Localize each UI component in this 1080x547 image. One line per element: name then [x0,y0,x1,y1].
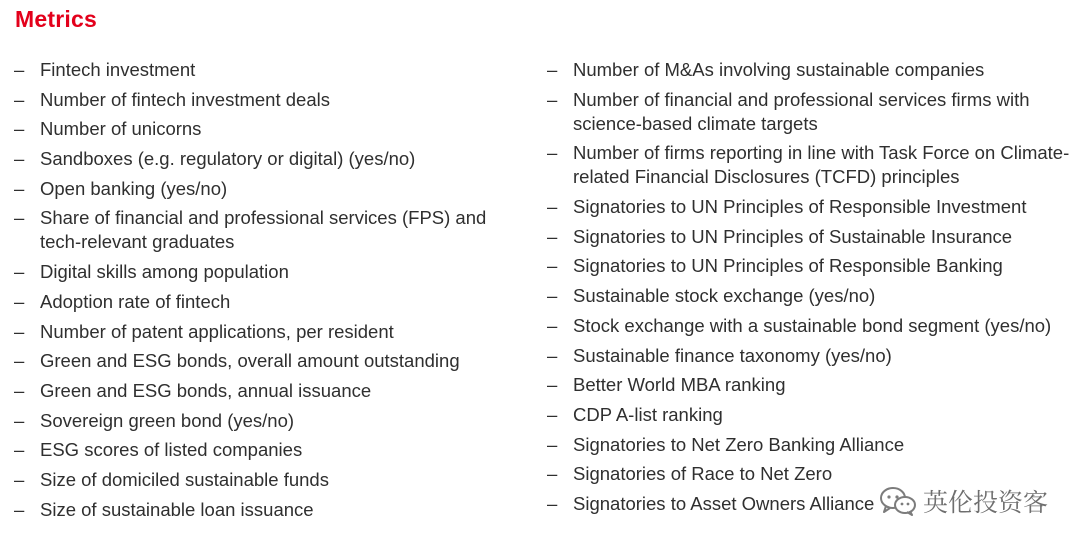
bullet-dash: – [14,118,25,140]
bullet-dash: – [547,433,558,455]
metric-label: Size of sustainable loan issuance [40,498,314,520]
wechat-icon [879,486,917,516]
metric-label: Green and ESG bonds, overall amount outstanding [40,350,460,372]
list-item [14,349,514,373]
page-title: Metrics [15,6,97,32]
list-item [14,147,514,171]
metric-label: Size of domiciled sustainable funds [40,468,329,490]
list-item [14,290,514,314]
metric-label: Number of fintech investment deals [40,88,330,110]
metric-label: Number of firms reporting in line with Task Force on Climate-related Financial Disclosures (TCFD) principles [573,142,1070,188]
bullet-dash: – [14,207,25,229]
list-item [547,254,1072,278]
list-item [547,403,1072,427]
bullet-dash: – [14,261,25,283]
metric-label: Green and ESG bonds, annual issuance [40,379,372,401]
list-item [14,438,514,462]
list-item [547,225,1072,249]
list-item [14,379,514,403]
metric-label: Signatories to Net Zero Banking Alliance [573,433,905,455]
watermark-text: 英伦投资客 [922,488,1048,517]
list-item [547,88,1072,136]
bullet-dash: – [547,314,558,336]
bullet-dash: – [14,177,25,199]
metric-label: Sandboxes (e.g. regulatory or digital) (yes/no) [40,148,416,170]
bullet-dash: – [547,403,558,425]
bullet-dash: – [14,350,25,372]
list-item [14,117,514,141]
bullet-dash: – [14,88,25,110]
metric-label: Signatories to UN Principles of Sustainable Insurance [573,225,1013,247]
list-item [14,409,514,433]
list-item [547,141,1072,189]
bullet-dash: – [547,492,558,514]
list-item [547,433,1072,457]
metric-label: Sovereign green bond (yes/no) [40,409,295,431]
bullet-dash: – [14,379,25,401]
list-item [547,284,1072,308]
bullet-dash: – [14,409,25,431]
metric-label: Sustainable finance taxonomy (yes/no) [573,344,892,366]
list-item [547,195,1072,219]
bullet-dash: – [14,148,25,170]
list-item [14,58,514,82]
list-item [14,206,514,254]
bullet-dash: – [14,290,25,312]
list-item [547,58,1072,82]
metric-label: Number of financial and professional services firms with science-based climate targets [573,88,1030,134]
bullet-dash: – [14,468,25,490]
metric-label: CDP A-list ranking [573,403,723,425]
metric-label: Signatories to UN Principles of Responsible Investment [573,196,1027,218]
list-item [14,88,514,112]
list-item [547,314,1072,338]
metric-label: Signatories of Race to Net Zero [573,463,833,485]
metric-label: Digital skills among population [40,261,289,283]
bullet-dash: – [547,285,558,307]
bullet-dash: – [14,320,25,342]
metrics-list-right [547,58,1072,522]
metric-label: Adoption rate of fintech [40,290,231,312]
metric-label: Fintech investment [40,59,196,80]
metric-label: Stock exchange with a sustainable bond segment (yes/no) [573,314,1052,336]
metric-label: Signatories to UN Principles of Responsible Banking [573,255,1003,277]
bullet-dash: – [547,142,558,164]
watermark [879,483,1048,519]
list-item [14,320,514,344]
bullet-dash: – [547,374,558,396]
bullet-dash: – [547,88,558,110]
bullet-dash: – [547,463,558,485]
bullet-dash: – [14,439,25,461]
metric-label: Number of unicorns [40,118,202,140]
metric-label: Better World MBA ranking [573,374,786,396]
list-item [547,344,1072,368]
bullet-dash: – [14,59,25,80]
metric-label: ESG scores of listed companies [40,439,303,461]
bullet-dash: – [547,344,558,366]
metric-label: Number of patent applications, per resident [40,320,394,342]
metric-label: Sustainable stock exchange (yes/no) [573,285,876,307]
metric-label: Share of financial and professional services (FPS) and tech-relevant graduates [40,207,487,253]
list-item [547,373,1072,397]
bullet-dash: – [547,196,558,218]
bullet-dash: – [14,498,25,520]
bullet-dash: – [547,59,558,80]
bullet-dash: – [547,255,558,277]
metric-label: Signatories to Asset Owners Alliance [573,492,875,514]
metrics-list-left [14,58,514,527]
list-item [14,498,514,522]
list-item [14,177,514,201]
list-item [14,260,514,284]
list-item [14,468,514,492]
metric-label: Number of M&As involving sustainable companies [573,59,985,80]
metric-label: Open banking (yes/no) [40,177,228,199]
bullet-dash: – [547,225,558,247]
